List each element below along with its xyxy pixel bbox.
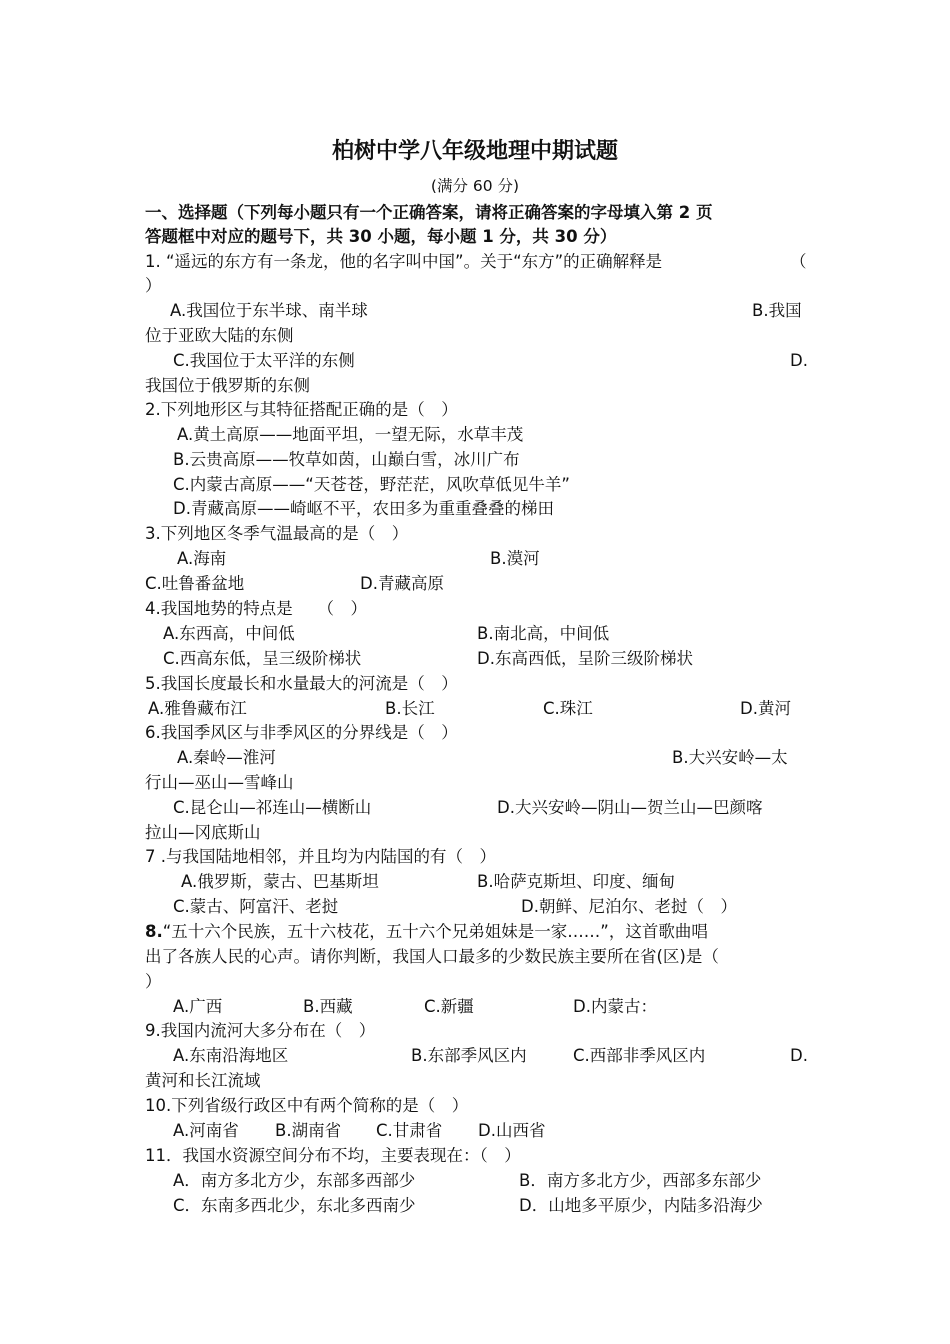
question-10-option-d: D.山西省 [478, 1121, 546, 1140]
question-9-option-b: B.东部季风区内 [411, 1046, 527, 1065]
question-10-option-b: B.湖南省 [275, 1121, 342, 1140]
question-1-option-b: B.我国 [752, 301, 802, 320]
question-9-option-a: A.东南沿海地区 [173, 1046, 289, 1065]
question-1-paren-open: （ [790, 252, 807, 271]
question-8-line1 [145, 921, 708, 943]
question-3-option-c: C.吐鲁番盆地 [145, 574, 245, 593]
question-10-option-c: C.甘肃省 [376, 1121, 443, 1140]
question-8-option-b: B.西藏 [303, 997, 353, 1016]
question-7-stem: 7 .与我国陆地相邻，并且均为内陆国的有（ ） [145, 847, 496, 866]
question-2-option-b: B.云贵高原——牧草如茵，山巅白雪，冰川广布 [173, 450, 520, 469]
question-6-option-c: C.昆仑山—祁连山—横断山 [173, 798, 372, 817]
question-4-option-a: A.东西高，中间低 [163, 624, 295, 643]
question-7-option-b: B.哈萨克斯坦、印度、缅甸 [477, 872, 676, 891]
score-note: (满分 60 分) [430, 177, 520, 195]
question-6-option-d: D.大兴安岭—阴山—贺兰山—巴颜喀 [497, 798, 763, 817]
question-9-option-c: C.西部非季风区内 [573, 1046, 706, 1065]
question-7-option-a: A.俄罗斯，蒙古、巴基斯坦 [181, 872, 379, 891]
question-8-option-d: D.内蒙古： [573, 997, 657, 1016]
question-1-option-b-cont: 位于亚欧大陆的东侧 [145, 326, 294, 345]
question-6-stem: 6.我国季风区与非季风区的分界线是（ ） [145, 723, 458, 742]
question-11-option-d: D．山地多平原少，内陆多沿海少 [519, 1196, 763, 1215]
question-5-option-d: D.黄河 [740, 699, 791, 718]
question-7-option-d: D.朝鲜、尼泊尔、老挝（ ） [521, 897, 737, 916]
question-1-paren-close: ） [145, 276, 162, 295]
question-3-stem: 3.下列地区冬季气温最高的是（ ） [145, 524, 409, 543]
question-4-option-b: B.南北高，中间低 [477, 624, 610, 643]
question-8-option-c: C.新疆 [424, 997, 474, 1016]
question-6-option-b: B.大兴安岭—太 [672, 748, 788, 767]
question-11-option-a: A．南方多北方少，东部多西部少 [173, 1171, 416, 1190]
question-3-option-b: B.漠河 [490, 549, 540, 568]
question-10-option-a: A.河南省 [173, 1121, 239, 1140]
question-6-option-d-cont: 拉山—冈底斯山 [145, 823, 261, 842]
question-3-option-a: A.海南 [177, 549, 227, 568]
question-9-option-d: D. [790, 1046, 808, 1065]
question-6-option-a: A.秦岭—淮河 [177, 748, 276, 767]
question-5-stem: 5.我国长度最长和水量最大的河流是（ ） [145, 674, 458, 693]
question-1-option-d: D. [790, 351, 808, 370]
question-11-option-c: C．东南多西北少，东北多西南少 [173, 1196, 416, 1215]
question-1-stem: 1. “遥远的东方有一条龙，他的名字叫中国”。关于“东方”的正确解释是 [145, 252, 663, 271]
question-2-stem: 2.下列地形区与其特征搭配正确的是（ ） [145, 400, 458, 419]
question-8-text: “五十六个民族，五十六枝花，五十六个兄弟姐妹是一家……”，这首歌曲唱 [162, 922, 708, 941]
question-2-option-a: A.黄土高原——地面平坦，一望无际，水草丰茂 [177, 425, 524, 444]
section-heading-line1: 一、选择题（下列每小题只有一个正确答案，请将正确答案的字母填入第 2 页 [145, 203, 713, 222]
question-8-option-a: A.广西 [173, 997, 223, 1016]
question-4-option-c: C.西高东低，呈三级阶梯状 [163, 649, 362, 668]
question-10-stem: 10.下列省级行政区中有两个简称的是（ ） [145, 1096, 469, 1115]
question-8-line3: ） [145, 972, 162, 991]
question-1-option-c: C.我国位于太平洋的东侧 [173, 351, 355, 370]
question-1-option-a: A.我国位于东半球、南半球 [170, 301, 368, 320]
question-5-option-a: A.雅鲁藏布江 [148, 699, 247, 718]
question-9-option-d-cont: 黄河和长江流域 [145, 1071, 261, 1090]
question-4-stem: 4.我国地势的特点是 （ ） [145, 599, 367, 618]
question-6-option-b-cont: 行山—巫山—雪峰山 [145, 773, 294, 792]
section-heading-line2: 答题框中对应的题号下，共 30 小题，每小题 1 分，共 30 分） [145, 227, 617, 246]
question-1-option-d-cont: 我国位于俄罗斯的东侧 [145, 376, 310, 395]
question-9-stem: 9.我国内流河大多分布在（ ） [145, 1021, 376, 1040]
question-5-option-b: B.长江 [385, 699, 435, 718]
question-4-option-d: D.东高西低，呈阶三级阶梯状 [477, 649, 693, 668]
question-8-number: 8. [145, 922, 163, 941]
question-5-option-c: C.珠江 [543, 699, 593, 718]
question-11-stem: 11．我国水资源空间分布不均，主要表现在：（ ） [145, 1146, 521, 1165]
question-2-option-c: C.内蒙古高原——“天苍苍，野茫茫，风吹草低见牛羊” [173, 475, 570, 494]
question-7-option-c: C.蒙古、阿富汗、老挝 [173, 897, 339, 916]
question-2-option-d: D.青藏高原——崎岖不平，农田多为重重叠叠的梯田 [173, 499, 554, 518]
question-3-option-d: D.青藏高原 [360, 574, 444, 593]
question-11-option-b: B．南方多北方少，西部多东部少 [519, 1171, 762, 1190]
question-8-line2: 出了各族人民的心声。请你判断，我国人口最多的少数民族主要所在省(区)是（ [145, 947, 719, 966]
page-title: 柏树中学八年级地理中期试题 [331, 139, 618, 164]
